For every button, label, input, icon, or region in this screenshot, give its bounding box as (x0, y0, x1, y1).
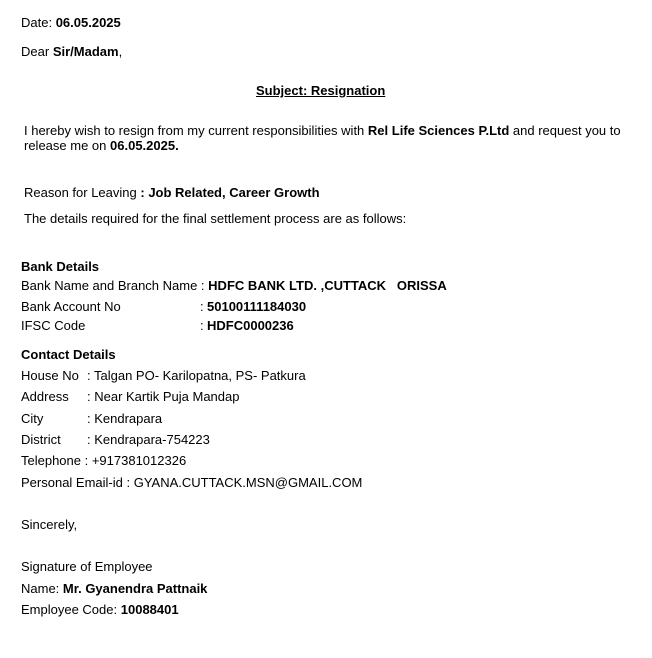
ifsc-colon: : (200, 318, 204, 333)
house-value: : Talgan PO- Karilopatna, PS- Patkura (87, 368, 306, 383)
bank-branch-value: HDFC BANK LTD. ,CUTTACK ORISSA (208, 278, 447, 293)
bank-branch-label: Bank Name and Branch Name : (21, 278, 205, 293)
closing: Sincerely, (21, 517, 78, 532)
company-name: Rel Life Sciences P.Ltd (367, 123, 510, 138)
district-label: District (21, 432, 61, 447)
city-label: City (21, 411, 44, 426)
salutation-suffix: , (118, 44, 123, 59)
city-value: : Kendrapara (87, 411, 163, 426)
reason-line (24, 185, 320, 201)
date-value: 06.05.2025 (55, 15, 121, 30)
salutation-name: Sir/Madam (52, 44, 119, 59)
salutation-prefix: Dear (21, 44, 50, 59)
employee-name-label: Name: (21, 581, 60, 596)
salutation (21, 44, 122, 60)
employee-code-line (21, 602, 179, 618)
address-value: : Near Kartik Puja Mandap (87, 389, 240, 404)
subject-line: Subject: Resignation (256, 83, 386, 98)
account-label: Bank Account No (21, 299, 121, 314)
telephone-line: Telephone : +917381012326 (21, 453, 187, 468)
account-value: 50100111184030 (207, 299, 307, 314)
employee-code: 10088401 (120, 602, 179, 617)
body-text-3: release me on (24, 138, 107, 153)
reason-value: : Job Related, Career Growth (140, 185, 320, 200)
house-label: House No (21, 368, 79, 383)
body-line-1 (24, 123, 621, 139)
bank-heading: Bank Details (21, 259, 100, 274)
details-intro: The details required for the final settlement process are as follows: (24, 211, 407, 226)
contact-heading: Contact Details (21, 347, 116, 362)
bank-branch-line (21, 278, 447, 294)
date-line (21, 15, 121, 31)
address-label: Address (21, 389, 69, 404)
ifsc-label: IFSC Code (21, 318, 86, 333)
body-line-2 (24, 138, 179, 154)
district-value: : Kendrapara-754223 (87, 432, 210, 447)
employee-code-label: Employee Code: (21, 602, 118, 617)
signature-label: Signature of Employee (21, 559, 153, 574)
employee-name: Mr. Gyanendra Pattnaik (62, 581, 208, 596)
account-colon: : (200, 299, 204, 314)
body-text-2: and request you to (512, 123, 621, 138)
ifsc-value: HDFC0000236 (207, 318, 294, 333)
reason-label: Reason for Leaving (24, 185, 137, 200)
employee-name-line (21, 581, 207, 597)
release-date: 06.05.2025. (110, 138, 179, 153)
body-text-1: I hereby wish to resign from my current responsibilities with (24, 123, 365, 138)
date-label: Date: (21, 15, 53, 30)
email-line: Personal Email-id : GYANA.CUTTACK.MSN@GMAIL.COM (21, 475, 363, 490)
